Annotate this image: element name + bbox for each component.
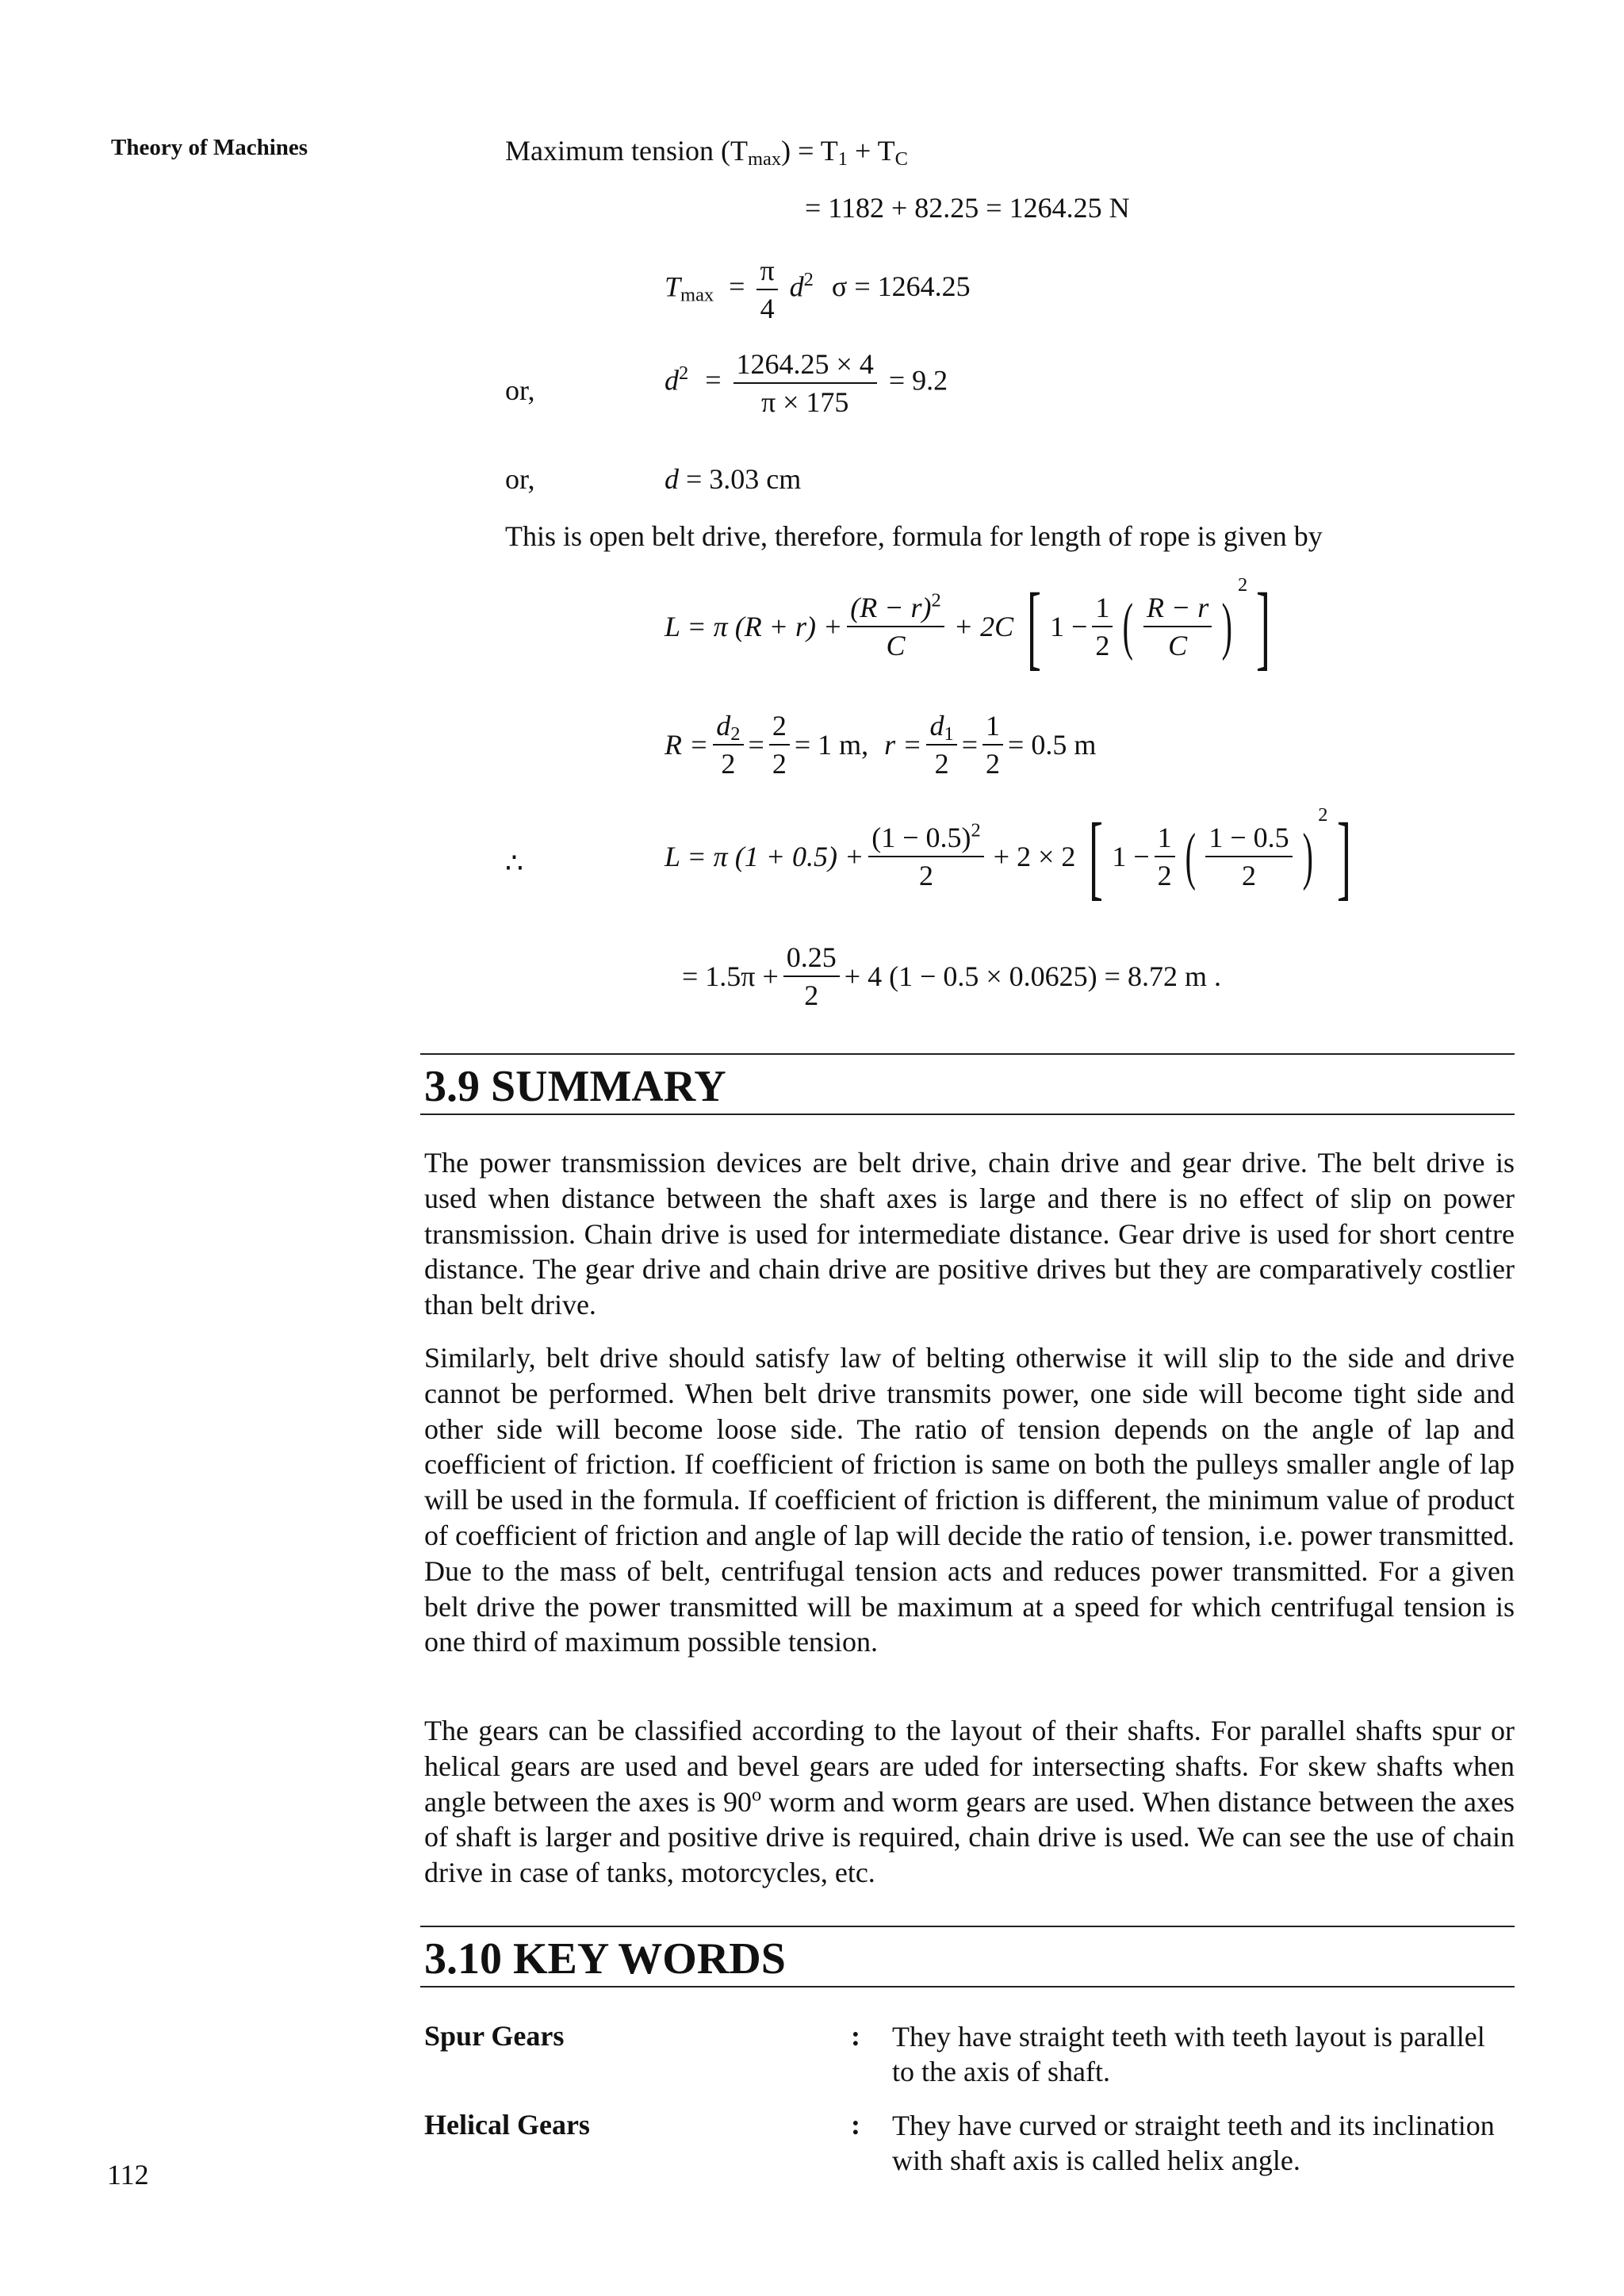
keyword-term: Helical Gears [424, 2109, 590, 2141]
keyword-definition: They have curved or straight teeth and its inclination with shaft axis is called helix angle. [892, 2110, 1495, 2176]
keyword-term: Spur Gears [424, 2020, 565, 2052]
keywords-bottom-rule [420, 1986, 1515, 1987]
keyword-colon: : [851, 2109, 860, 2141]
running-header: Theory of Machines [111, 135, 308, 160]
summary-paragraph-1: The power transmission devices are belt drive, chain drive and gear drive. The belt drive is used when distance between the shaft axes is large and there is no effect of slip on power transmission. Chain drive is used for intermediate distance. Gear drive is used for short centre distance. The gear drive and chain drive are positive drives but they are comparatively costlier than belt drive. [424, 1147, 1515, 1321]
page-number: 112 [107, 2159, 149, 2191]
length-formula: L = π (R + r) + $\frac{(R - r)^2}{C}$ + 2C [ 1 − $\frac{1}{2}$ ( $\frac{R - r}{C}$ ) 2 ] [665, 573, 1271, 679]
or-label-1: or, [505, 374, 535, 406]
or-label-2: or, [505, 463, 535, 495]
therefore-symbol: ∴ [505, 847, 523, 879]
keyword-definition: They have straight teeth with teeth layout is parallel to the axis of shaft. [892, 2021, 1485, 2087]
tmax-equation: Maximum tension $(T_{max}) = T_1 + T_C$ [505, 135, 908, 171]
length-result: = 1.5π + $\frac{0.25}{2}$ + 4 (1 − 0.5 × 0.0625) = 8.72 m . [682, 939, 1221, 1014]
keywords-top-rule [420, 1926, 1515, 1927]
length-numeric: L = π (1 + 0.5) + $\frac{(1 - 0.5)^2}{2}$ + 2 × 2 [ 1 − $\frac{1}{2}$ ( $\frac{1 - 0.5}{2}$ ) 2 ] [665, 803, 1351, 909]
d-squared-equation: $d^2$ = $\frac{1264.25 \times 4}{\pi \times 175}$ = 9.2 [665, 346, 948, 420]
summary-paragraph-3: The gears can be classified according to the layout of their shafts. For parallel shafts spur or helical gears are used and bevel gears are uded for intersecting shafts. For skew shafts when angle between the axes is 90$^o$ worm and worm gears are used. When distance between the axes of shaft is larger and positive drive is required, chain drive is used. We can see the use of chain drive in case of tanks, motorcycles, etc. [424, 1715, 1515, 1889]
radius-values: R = $\frac{d_2}{2}$ = $\frac{2}{2}$ = 1 m, r = $\frac{d_1}{2}$ = $\frac{1}{2}$ = 0.5 m [665, 707, 1096, 782]
tmax-area-equation: $T_{max}$ = $\frac{\pi}{4}$ $d^2$ σ = 1264.25 [665, 252, 971, 327]
d-value: d = 3.03 cm [665, 463, 802, 495]
tmax-value: = 1182 + 82.25 = 1264.25 N [805, 192, 1130, 224]
summary-heading: 3.9 SUMMARY [424, 1062, 726, 1111]
open-belt-text: This is open belt drive, therefore, formula for length of rope is given by [505, 520, 1323, 552]
summary-paragraph-2: Similarly, belt drive should satisfy law of belting otherwise it will slip to the side and drive cannot be performed. When belt drive transmits power, one side will become tight side and other side will become loose side. The ratio of tension depends on the angle of lap and coefficient of friction. If coefficient of friction is same on both the pulleys smaller angle of lap will be used in the formula. If coefficient of friction is different, the minimum value of product of coefficient of friction and angle of lap will decide the ratio of tension, i.e. power transmitted. Due to the mass of belt, centrifugal tension acts and reduces power transmitted. For a given belt drive the power transmitted will be maximum at a speed for which centrifugal tension is one third of maximum possible tension. [424, 1342, 1515, 1658]
keywords-heading: 3.10 KEY WORDS [424, 1934, 786, 1984]
keyword-colon: : [851, 2020, 860, 2052]
summary-bottom-rule [420, 1114, 1515, 1115]
summary-top-rule [420, 1053, 1515, 1055]
